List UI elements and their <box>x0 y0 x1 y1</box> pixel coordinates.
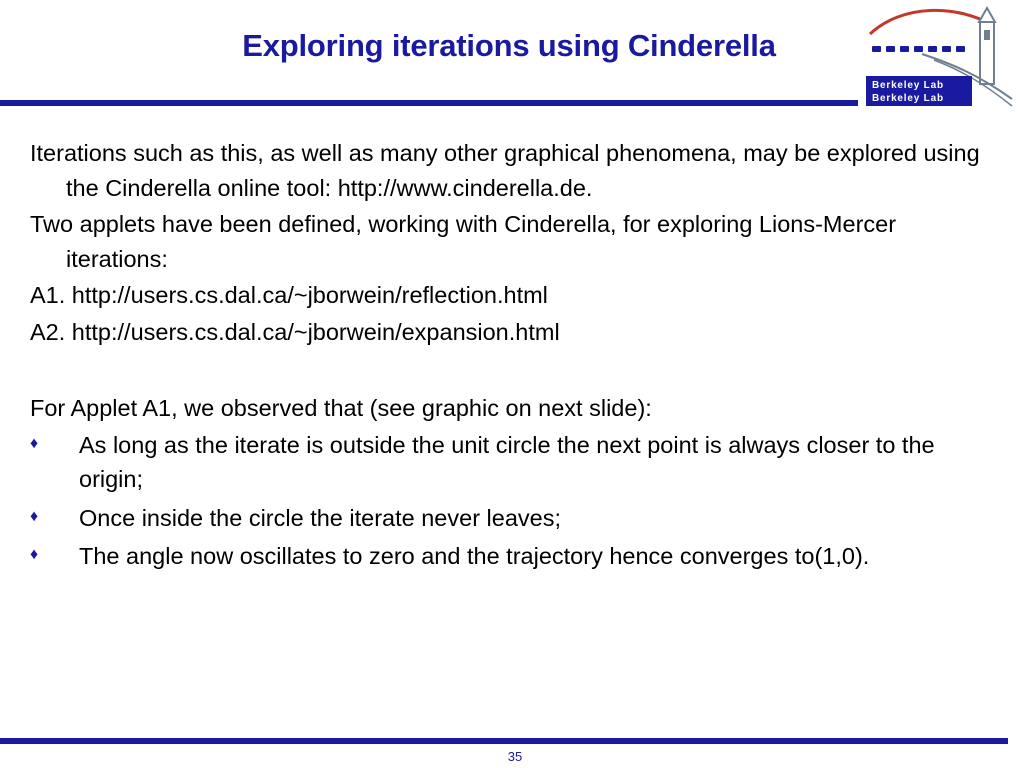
diamond-bullet-icon: ♦ <box>30 546 39 563</box>
logo-text-line2: Berkeley Lab <box>872 93 944 104</box>
bullet-text: Once inside the circle the iterate never leaves; <box>79 504 562 531</box>
footer-divider <box>0 738 1008 744</box>
spacer <box>30 351 1000 391</box>
berkeley-lab-logo <box>862 4 1018 108</box>
slide-body <box>30 136 1000 578</box>
bullet-text: As long as the iterate is outside the unit circle the next point is always closer to the origin; <box>79 431 935 492</box>
diamond-bullet-icon: ♦ <box>30 507 39 525</box>
logo-text-line1: Berkeley Lab <box>872 80 944 91</box>
page-number: 35 <box>507 749 523 764</box>
intro-paragraph-2: Two applets have been defined, working with Cinderella, for exploring Lions-Mercer iterations: <box>30 211 897 272</box>
slide-title-text: Exploring iterations using Cinderella <box>242 28 776 63</box>
bullet-text: The angle now oscillates to zero and the trajectory hence converges to(1,0). <box>79 543 870 569</box>
observation-intro: For Applet A1, we observed that (see graphic on next slide): <box>30 395 652 421</box>
diamond-bullet-icon: ♦ <box>30 434 39 452</box>
applet-a1-line: A1. http://users.cs.dal.ca/~jborwein/reflection.html <box>30 282 548 308</box>
bullet-item <box>30 428 1000 497</box>
bullet-item <box>30 539 1000 574</box>
berkeley-lab-logo-graphic <box>862 4 1018 108</box>
bullet-item <box>30 501 1000 536</box>
header-divider <box>0 100 858 106</box>
intro-paragraph-1: Iterations such as this, as well as many other graphical phenomena, may be explored using the Cinderella online tool: http://www.cinderella.de. <box>30 140 980 201</box>
applet-a2-line: A2. http://users.cs.dal.ca/~jborwein/expansion.html <box>30 318 560 345</box>
